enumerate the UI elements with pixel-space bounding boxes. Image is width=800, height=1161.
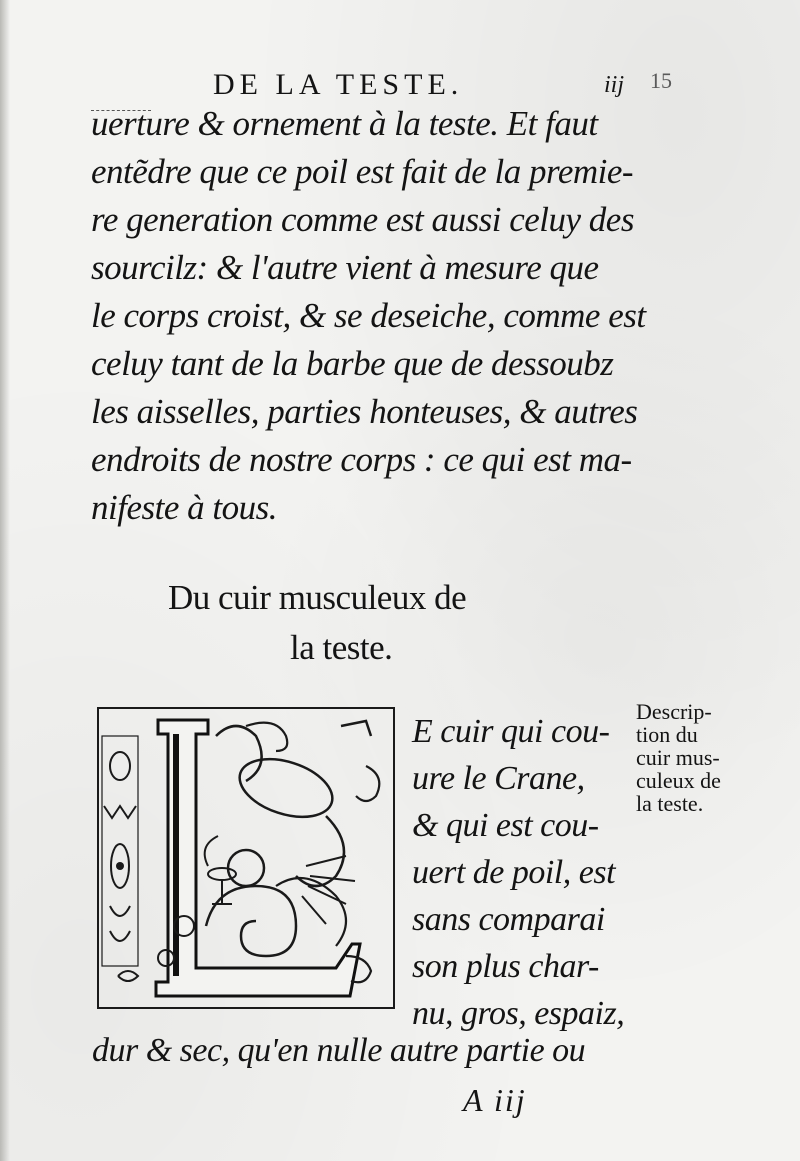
note-line: cuir mus-: [636, 745, 720, 770]
text-line: endroits de nostre corps : ce qui est ma-: [91, 440, 632, 479]
text-line-full-width: dur & sec, qu'en nulle autre partie ou: [92, 1032, 586, 1069]
ornament-illustration-icon: [96, 706, 396, 1010]
text-line: re generation comme est aussi celuy des: [91, 200, 634, 239]
decorated-initial-L: [96, 706, 396, 1010]
text-line: uerture & ornement à la teste. Et faut: [91, 104, 598, 143]
text-line: celuy tant de la barbe que de dessoubz: [91, 344, 614, 383]
marginal-note: [636, 700, 776, 815]
text-line: entẽdre que ce poil est fait de la premie-: [91, 152, 634, 191]
note-line: la teste.: [636, 791, 704, 816]
section-heading: Du cuir musculeux de: [168, 578, 467, 617]
text-line: sans comparai: [412, 901, 605, 938]
text-line: son plus char-: [412, 948, 599, 985]
note-line: Descrip-: [636, 699, 712, 724]
signature-mark: A iij: [463, 1082, 527, 1118]
column-text: [412, 708, 627, 1037]
folio-number: iij: [604, 72, 625, 98]
text-line: nifeste à tous.: [91, 488, 277, 527]
text-line: le corps croist, & se deseiche, comme est: [91, 296, 646, 335]
text-line: & qui est cou-: [412, 807, 599, 844]
text-line: E cuir qui cou-: [412, 713, 610, 750]
section-heading-continued: la teste.: [290, 628, 393, 667]
text-line: ure le Crane,: [412, 760, 585, 797]
pencil-annotation: 15: [650, 68, 672, 93]
running-head: DE LA TESTE.: [213, 68, 464, 101]
page-gutter-shadow: [0, 0, 10, 1161]
text-line: uert de poil, est: [412, 854, 616, 891]
note-line: culeux de: [636, 768, 721, 793]
text-line: les aisselles, parties honteuses, & autres: [91, 392, 638, 431]
text-line: sourcilz: & l'autre vient à mesure que: [91, 248, 599, 287]
note-line: tion du: [636, 722, 698, 747]
body-paragraph: [91, 100, 651, 532]
text-line: nu, gros, espaiz,: [412, 995, 625, 1032]
